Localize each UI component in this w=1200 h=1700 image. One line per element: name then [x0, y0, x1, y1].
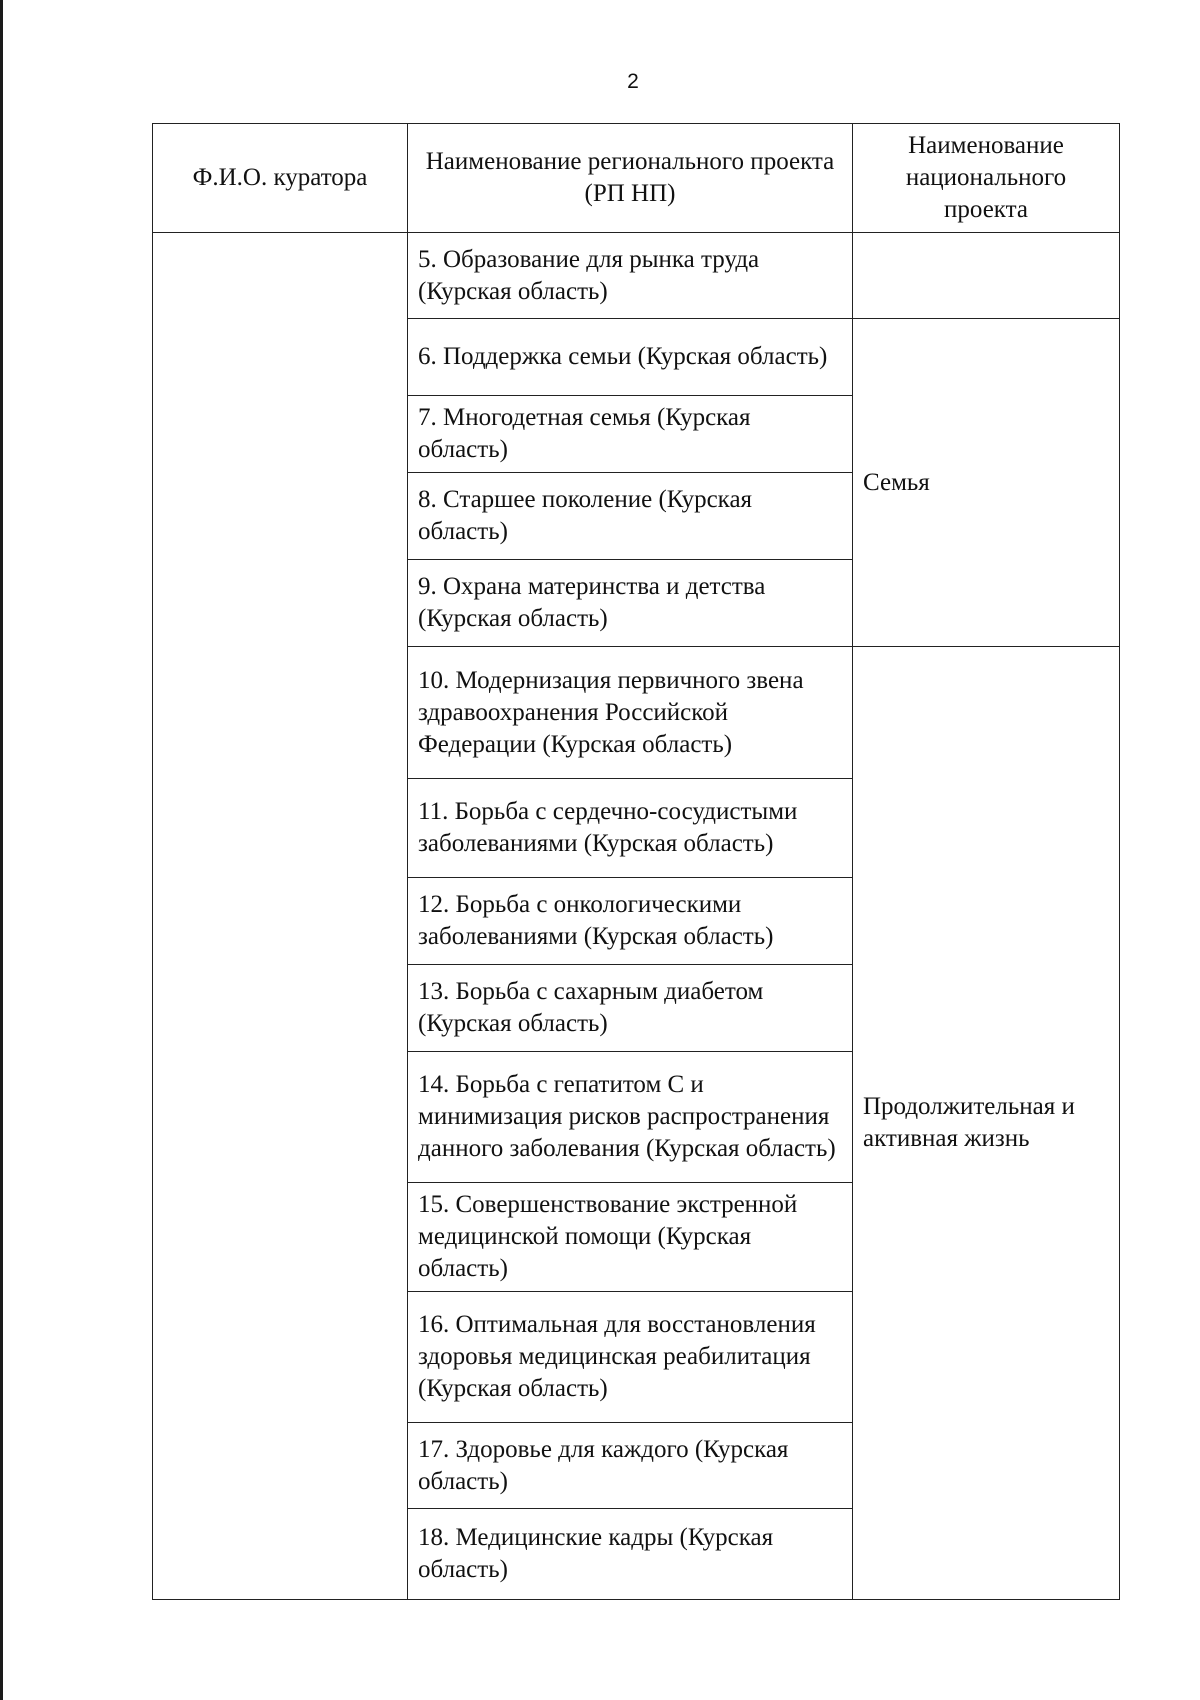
regional-project-cell: 9. Охрана материнства и детства (Курская область) — [408, 560, 853, 647]
regional-project-cell: 14. Борьба с гепатитом С и минимизация рисков распространения данного заболевания (Курская область) — [408, 1052, 853, 1183]
national-project-cell-long-active-life: Продолжительная и активная жизнь — [853, 647, 1120, 1600]
scan-edge — [0, 0, 3, 1700]
curators-table — [152, 123, 1120, 1600]
table-row — [153, 233, 1120, 319]
regional-project-cell: 11. Борьба с сердечно-сосудистыми заболеваниями (Курская область) — [408, 779, 853, 878]
regional-project-cell: 18. Медицинские кадры (Курская область) — [408, 1509, 853, 1600]
regional-project-cell: 15. Совершенствование экстренной медицинской помощи (Курская область) — [408, 1183, 853, 1292]
curator-cell — [153, 233, 408, 1600]
national-project-cell-empty — [853, 233, 1120, 319]
header-curator: Ф.И.О. куратора — [153, 124, 408, 233]
regional-project-cell: 6. Поддержка семьи (Курская область) — [408, 319, 853, 396]
header-regional-project: Наименование регионального проекта (РП НП) — [408, 124, 853, 233]
regional-project-cell: 17. Здоровье для каждого (Курская область) — [408, 1423, 853, 1509]
page-number: 2 — [627, 70, 639, 93]
regional-project-cell: 7. Многодетная семья (Курская область) — [408, 396, 853, 473]
header-national-project — [853, 124, 1120, 233]
regional-project-cell: 16. Оптимальная для восстановления здоровья медицинская реабилитация (Курская область) — [408, 1292, 853, 1423]
regional-project-cell: 13. Борьба с сахарным диабетом (Курская область) — [408, 965, 853, 1052]
regional-project-cell: 8. Старшее поколение (Курская область) — [408, 473, 853, 560]
regional-project-cell: 10. Модернизация первичного звена здравоохранения Российской Федерации (Курская область) — [408, 647, 853, 779]
header-national-project-label: Наименование национального проекта — [905, 132, 1067, 223]
regional-project-cell: 5. Образование для рынка труда (Курская область) — [408, 233, 853, 319]
regional-project-cell: 12. Борьба с онкологическими заболеваниями (Курская область) — [408, 878, 853, 965]
table-header-row — [153, 124, 1120, 233]
national-project-cell-family: Семья — [853, 319, 1120, 647]
